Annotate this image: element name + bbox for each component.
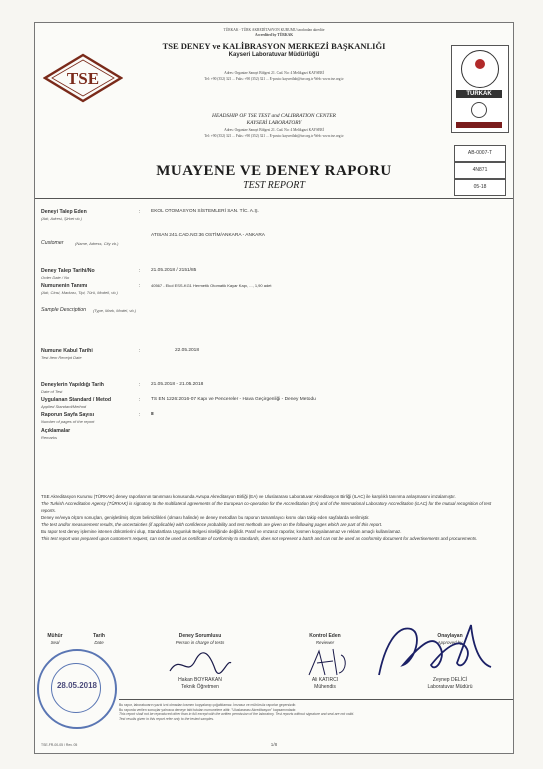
approve-signature-icon (375, 615, 497, 685)
approve-sub: Approved by (437, 640, 463, 645)
responsible-name: Hakan BOYRAKAN (178, 677, 222, 683)
field-sub-sample: (Adı, Cinsi, Markası, Tipi, Türü, Modeli, vb.) (41, 290, 118, 295)
report-date-box: 05-18 (454, 179, 506, 196)
field-label-customer: Customer (41, 240, 64, 246)
turkak-mark (451, 45, 509, 133)
field-sub-remarks: Remarks (41, 435, 58, 440)
report-subtitle: TEST REPORT (243, 180, 305, 191)
seal-sub: Seal (50, 640, 60, 645)
field-label-standard: Uygulanan Standard / Metod (41, 397, 112, 403)
turkak-band: TÜRKAK (456, 90, 502, 98)
footer-line-2: Bu raporda verilen sonuçlar yalnızca deneye tabi tutulan numunelere aittir. "Uluslararası Akreditasyon" kapsamındadır. (119, 707, 297, 712)
field-value-sample: 40567 - Ekol ESS-KG1 Hermetik Otomatik Kayar Kapı, ..., 1,90 adet (151, 283, 272, 288)
contact-tr: Tel: +90 (352) 321 ... Faks: +90 (352) 321 ... E-posta: kayserilab@tse.org.tr Web: www.tse.org.tr (204, 77, 344, 81)
field-label-pages: Raporun Sayfa Sayısı (41, 412, 95, 418)
report-page (34, 22, 514, 754)
page-number: 1/8 (270, 742, 278, 747)
tse-logo-text: TSE (66, 69, 100, 88)
org-name-en: HEADSHIP OF TSE TEST and CALIBRATION CENTER (212, 113, 336, 119)
date-label: Tarih (93, 633, 105, 639)
contact-en: Tel: +90 (352) 321 ... Faks: +90 (352) 321 ... E-posta: kayserilab@tse.org.tr Web: www.tse.org.tr (204, 134, 344, 138)
control-title: Mühendis (314, 684, 336, 690)
field-value-pages: 8 (151, 412, 154, 417)
seal-label: Mühür (47, 633, 63, 639)
colon: : (139, 209, 141, 215)
field-sub-requester: (Adı, Adresi, Şirket vb.) (41, 216, 82, 221)
colon: : (139, 382, 141, 388)
field-label-sample-desc: Sample Description (41, 307, 86, 313)
turkak-seal-icon (461, 50, 499, 88)
body-line-6: This test report was prepared upon customer's request, can not be used as certificate of conformity to standards, does not represent a batch and can not be used as conformity document for advertisements and procurements. (41, 536, 478, 541)
field-value-order-date: 21.05.2018 / 2151/85 (151, 268, 197, 273)
accreditation-text (41, 493, 507, 542)
title-divider (35, 198, 513, 199)
body-line-1: TSE Akreditasyon Kurumu (TÜRKAK) deney raporlarının tanınması konusunda Avrupa Akreditasyon Birliği (EA) ve Uluslararası Laboratuvar Akreditasyon Birliği (ILAC) ile karşılıklı tanınma anlaşmasını imzalamıştır. (41, 494, 456, 499)
stamp-date: 28.05.2018 (56, 681, 98, 690)
field-sub-standard: Applied Standard/Method (41, 404, 87, 409)
report-number-box: 4N871 (454, 162, 506, 179)
field-label-remarks: Açıklamalar (41, 428, 71, 434)
approve-title: Laboratuvar Müdürü (427, 684, 473, 690)
field-sub-pages: Number of pages of the report (41, 419, 95, 424)
field-sub-order-date: Order Date / No (41, 275, 70, 280)
tse-logo-icon (43, 53, 123, 103)
field-label-requester: Deneyi Talep Eden (41, 209, 87, 215)
turkak-check-icon (471, 102, 487, 118)
org-name: TSE DENEY ve KALİBRASYON MERKEZİ BAŞKANLIĞI (162, 41, 386, 51)
date-sub: Date (94, 640, 104, 645)
address-en: Adres: Organize Sanayi Bölgesi 21. Cad. No: 4 Melikgazi KAYSERİ (224, 128, 324, 132)
field-value-test-date: 21.05.2018 - 21.05.2018 (151, 382, 204, 387)
footer-line-4: Test results given in this report refer only to the tested samples. (119, 716, 215, 721)
colon: : (139, 412, 141, 418)
control-sub: Reviewer (315, 640, 335, 645)
turkak-red-strip (456, 122, 502, 128)
footer-line-1: Bu rapor, laboratuvarın yazılı izni olmadan kısmen kopyalanıp çoğaltılamaz. İmzasız ve mühürsüz raporlar geçersizdir. (119, 703, 297, 707)
field-sub-test-date: Date of Test (41, 389, 63, 394)
report-title: MUAYENE VE DENEY RAPORU (156, 163, 392, 179)
field-sub-sample-desc: (Type, Mark, Model, vb.) (93, 308, 137, 313)
field-sub-customer: (Name, Adress, City vb.) (75, 241, 119, 246)
footer-notes (119, 703, 507, 721)
lab-name-en: KAYSERİ LABORATORY (246, 120, 302, 126)
field-value-standard: TS EN 1226:2016-07 Kapı ve Pencereler - Hava Geçirgenliği - Deney Metodu (151, 397, 316, 402)
footer-divider (119, 699, 513, 700)
colon: : (139, 348, 141, 354)
footer-line-3: This report shall not be reproduced other than in full except with the written permission of the laboratory. Test reports without signature and seal are not valid. (119, 712, 355, 717)
field-value-customer: ATISAN 241.CAD.NO:36 OSTİM/ANKARA - ANKARA (151, 233, 266, 238)
field-label-test-date: Deneylerin Yapıldığı Tarih (41, 382, 104, 388)
accreditation-line-2: Accredited by TÜRKAK (255, 33, 293, 37)
field-value-receipt-date: 22.05.2018 (175, 348, 200, 353)
body-line-5: Bu rapor test deney işlemine istenen dökümlerini olup, Standartlara Uygunluk Belgesi niteliğinde değildir. Paraf ve ımzasız raporlar, kısmen kopyalanamaz ve reklam amaçlı kullanılamaz. (41, 529, 402, 534)
responsible-sub: Person in charge of tests (175, 640, 225, 645)
control-name: Ali KATIRCI (311, 677, 339, 683)
field-sub-receipt-date: Test Item Receipt Date (41, 355, 82, 360)
accreditation-code-box: AB-0007-T (454, 145, 506, 162)
official-stamp-icon (37, 649, 117, 729)
accreditation-line-1: TÜRKAK - TÜRK AKREDİTASYON KURUMU tarafından akredite (223, 28, 325, 32)
colon: : (139, 397, 141, 403)
field-value-requester: EKOL OTOMASYON SİSTEMLERİ SAN. TİC. A.Ş. (151, 209, 259, 214)
responsible-label: Deney Sorumlusu (178, 633, 222, 639)
field-label-sample: Numunenin Tanımı (41, 283, 88, 289)
body-line-2: The Turkish Accreditation Agency (TÜRKAK) is signatory to the multilateral agreements of the European co-operation for the Accreditation (EA) and of the International Laboratory Accreditation (ILAC) for the mutual recognition of test reports. (41, 501, 492, 513)
responsible-signature-icon (165, 649, 235, 679)
approve-name: Zeynep DELİCİ (432, 677, 468, 683)
control-label: Kontrol Eden (309, 633, 341, 639)
form-code: TSE-FR-00-05 / Rev. 05 (41, 743, 78, 747)
lab-name: Kayseri Laboratuvar Müdürlüğü (228, 52, 320, 58)
colon: : (139, 268, 141, 274)
field-label-receipt-date: Numune Kabul Tarihi (41, 348, 93, 354)
responsible-title: Teknik Öğretmen (181, 684, 219, 690)
colon: : (139, 283, 141, 289)
body-line-4: The test and/or measurement results, the uncertainties (if applicable) with confidence probability and test methods are given on the following pages which are part of this report. (41, 522, 383, 527)
approve-label: Onaylayan (437, 633, 463, 639)
address-tr: Adres: Organize Sanayi Bölgesi 21. Cad. No: 4 Melikgazi KAYSERİ (224, 71, 324, 75)
body-line-3: Deney ve/veya ölçüm sonuçları, genişletilmiş ölçüm belirsizlikleri (olması halinde) ve deney metodları bu raporun tamamlayıcı kısmı olan takip eden sayfalarda verilmiştir. (41, 515, 370, 520)
field-label-order-date: Deney Talep Tarihi/No (41, 268, 95, 274)
control-signature-icon (303, 645, 353, 681)
